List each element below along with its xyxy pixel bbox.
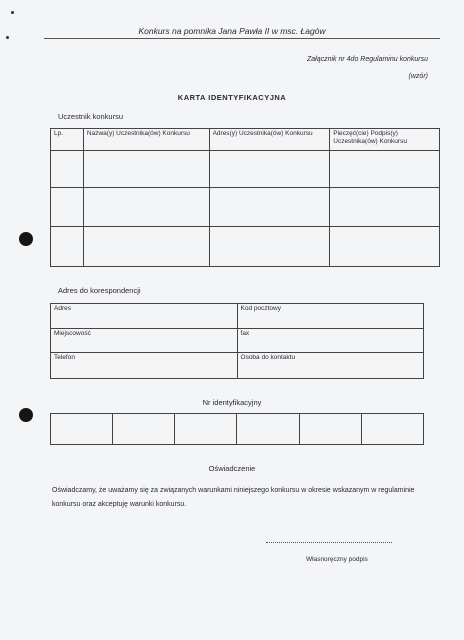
signature-label: Własnoręczny podpis [306,556,368,563]
table-cell[interactable] [330,227,440,267]
city-field[interactable]: Miejscowość [51,329,238,353]
declaration-text: Oświadczamy, że uważamy się za związanych warunkami niniejszego konkursu w okresie wskazanym w regulaminie konkursu oraz akceptuję warunki konkursu. [52,487,415,508]
document-header: Konkurs na pomnika Jana Pawła II w msc. Łagów [138,26,326,36]
sample-note: (wzór) [408,73,428,80]
column-header-name: Nazwa(y) Uczestnika(ów) Konkursu [83,129,209,151]
column-header-lp: Lp. [51,129,84,151]
table-row [51,227,440,267]
table-row [51,304,424,329]
annex-note: Załącznik nr 4do Regulaminu konkursu [306,56,428,63]
id-digit-box[interactable] [361,414,423,445]
table-cell[interactable] [51,151,84,188]
table-cell[interactable] [83,188,209,227]
table-cell[interactable] [83,227,209,267]
table-cell[interactable] [330,151,440,188]
id-digit-box[interactable] [113,414,175,445]
paper-mark [6,36,9,39]
participant-section-label: Uczestnik konkursu [58,112,124,121]
id-number-boxes [50,413,424,445]
table-cell[interactable] [51,227,84,267]
column-header-signature: Pieczęć(cie) Podpis(y) Uczestnika(ów) Konkursu [330,129,440,151]
phone-field[interactable]: Telefon [51,353,238,379]
page-title: KARTA IDENTYFIKACYJNA [177,93,287,102]
table-cell[interactable] [83,151,209,188]
table-row [51,188,440,227]
table-header-row [51,129,440,151]
column-header-address: Adres(y) Uczestnika(ów) Konkursu [209,129,330,151]
table-cell[interactable] [209,151,330,188]
table-row [51,151,440,188]
address-field[interactable]: Adres [51,304,238,329]
postal-code-field[interactable]: Kod pocztowy [237,304,423,329]
fax-field[interactable]: fax [237,329,423,353]
table-cell[interactable] [330,188,440,227]
table-row [51,353,424,379]
id-digit-box[interactable] [175,414,237,445]
table-cell[interactable] [51,188,84,227]
correspondence-table [50,303,424,379]
header-rule [44,38,440,39]
id-digit-box[interactable] [299,414,361,445]
table-cell[interactable] [209,188,330,227]
paper-mark [11,11,14,14]
id-digit-box[interactable] [237,414,299,445]
participant-table [50,128,440,267]
declaration-title: Oświadczenie [208,464,256,473]
id-number-label: Nr identyfikacyjny [202,398,262,407]
table-cell[interactable] [209,227,330,267]
table-row [51,329,424,353]
correspondence-section-label: Adres do korespondencji [58,286,141,295]
punch-hole [19,408,33,422]
id-digit-box[interactable] [51,414,113,445]
punch-hole [19,232,33,246]
signature-line[interactable] [266,542,392,543]
contact-person-field[interactable]: Osoba do kontaktu [237,353,423,379]
